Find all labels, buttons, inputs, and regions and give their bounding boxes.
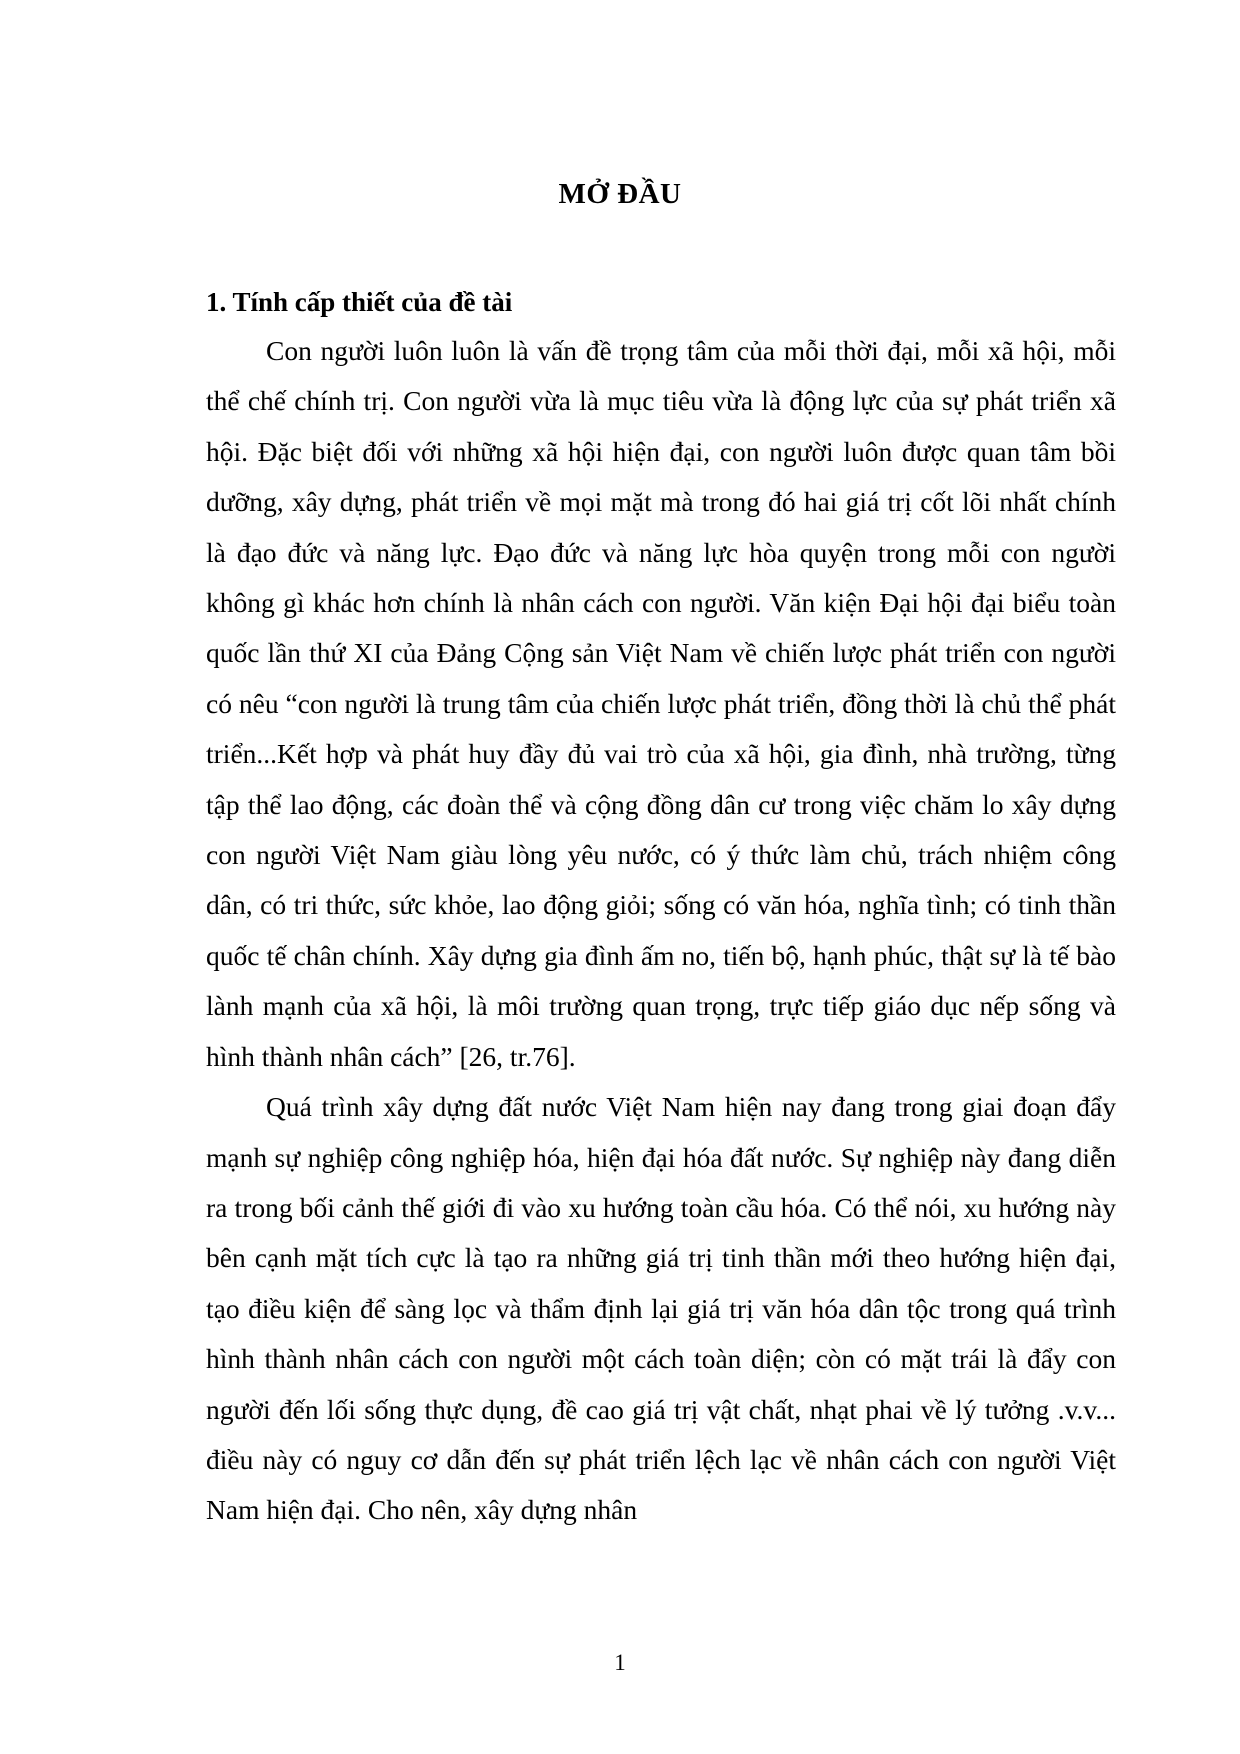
paragraph: Con người luôn luôn là vấn đề trọng tâm của mỗi thời đại, mỗi xã hội, mỗi thể chế chính trị. Con người vừa là mục tiêu vừa là động lực của sự phát triển xã hội. Đặc biệt đối với những xã hội hiện đại, con người luôn được quan tâm bồi dưỡng, xây dựng, phát triển về mọi mặt mà trong đó hai giá trị cốt lõi nhất chính là đạo đức và năng lực. Đạo đức và năng lực hòa quyện trong mỗi con người không gì khác hơn chính là nhân cách con người. Văn kiện Đại hội đại biểu toàn quốc lần thứ XI của Đảng Cộng sản Việt Nam về chiến lược phát triển con người có nêu “con người là trung tâm của chiến lược phát triển, đồng thời là chủ thể phát triển...Kết hợp và phát huy đầy đủ vai trò của xã hội, gia đình, nhà trường, từng tập thể lao động, các đoàn thể và cộng đồng dân cư trong việc chăm lo xây dựng con người Việt Nam giàu lòng yêu nước, có ý thức làm chủ, trách nhiệm công dân, có tri thức, sức khỏe, lao động giỏi; sống có văn hóa, nghĩa tình; có tinh thần quốc tế chân chính. Xây dựng gia đình ấm no, tiến bộ, hạnh phúc, thật sự là tế bào lành mạnh của xã hội, là môi trường quan trọng, trực tiếp giáo dục nếp sống và hình thành nhân cách” [26, tr.76]. (206, 335, 1116, 1072)
page-number: 1 (614, 1650, 626, 1675)
paragraph: Quá trình xây dựng đất nước Việt Nam hiện nay đang trong giai đoạn đẩy mạnh sự nghiệp công nghiệp hóa, hiện đại hóa đất nước. Sự nghiệp này đang diễn ra trong bối cảnh thế giới đi vào xu hướng toàn cầu hóa. Có thể nói, xu hướng này bên cạnh mặt tích cực là tạo ra những giá trị tinh thần mới theo hướng hiện đại, tạo điều kiện để sàng lọc và thẩm định lại giá trị văn hóa dân tộc trong quá trình hình thành nhân cách con người một cách toàn diện; còn có mặt trái là đẩy con người đến lối sống thực dụng, đề cao giá trị vật chất, nhạt phai về lý tưởng .v.v... điều này có nguy cơ dẫn đến sự phát triển lệch lạc về nhân cách con người Việt Nam hiện đại. Cho nên, xây dựng nhân (206, 1091, 1116, 1526)
body-text (206, 326, 1116, 1536)
section-heading: 1. Tính cấp thiết của đề tài (206, 287, 513, 317)
page-title: MỞ ĐẦU (558, 178, 682, 210)
